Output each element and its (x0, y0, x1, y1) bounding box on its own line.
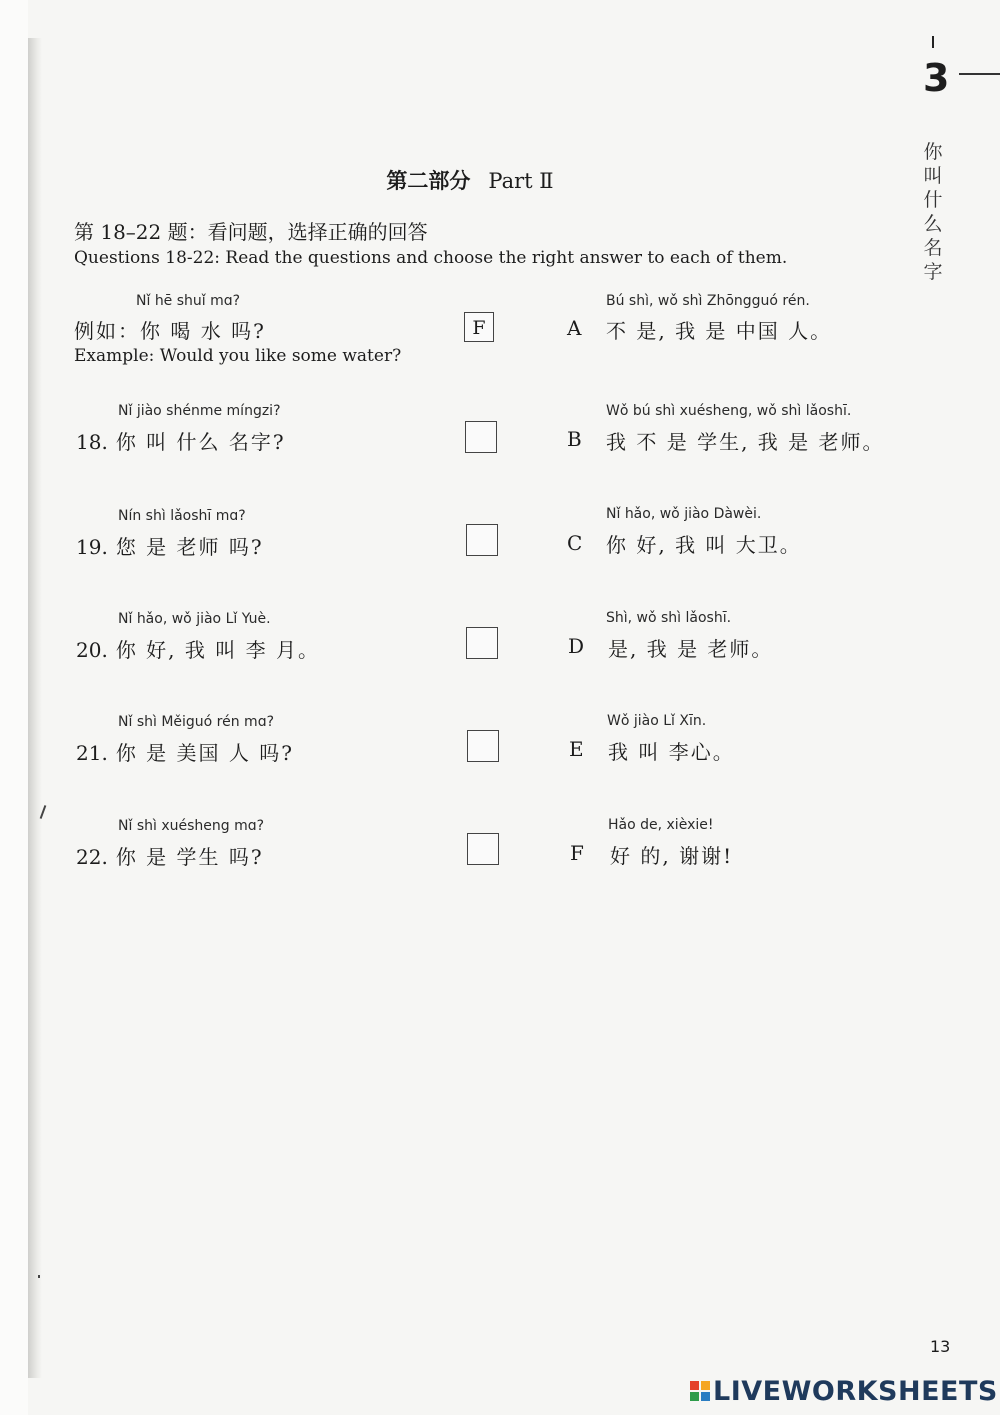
chapter-rule (959, 73, 1000, 75)
question-22-answer-box[interactable] (467, 833, 499, 865)
logo-square-orange (701, 1381, 710, 1390)
question-number: 22. (76, 845, 108, 869)
page-outer-margin (0, 0, 28, 1415)
question-hanzi: 你 好, 我 叫 李 月。 (115, 638, 320, 662)
section-title (0, 165, 940, 195)
question-number: 18. (76, 430, 108, 454)
option-f-letter: F (570, 841, 584, 865)
option-c-letter: C (567, 531, 583, 555)
option-a-letter: A (567, 316, 582, 340)
question-18-pinyin: Nǐ jiào shénme míngzi? (118, 403, 281, 419)
question-19-pinyin: Nín shì lǎoshī mɑ? (118, 508, 246, 524)
chapter-number: 3 (923, 56, 950, 100)
question-21-pinyin: Nǐ shì Měiguó rén mɑ? (118, 714, 275, 730)
example-hanzi: 你 喝 水 吗? (140, 319, 266, 343)
liveworksheets-logo (690, 1374, 998, 1408)
option-c-pinyin: Nǐ hǎo, wǒ jiào Dàwèi. (606, 506, 762, 522)
question-19-answer-box[interactable] (466, 524, 498, 556)
option-f-hanzi: 好 的, 谢谢! (610, 844, 734, 868)
question-hanzi: 您 是 老师 吗? (115, 535, 264, 559)
option-d-hanzi: 是, 我 是 老师。 (608, 637, 774, 661)
question-20-answer-box[interactable] (466, 627, 498, 659)
question-18 (76, 426, 286, 455)
option-b-hanzi: 我 不 是 学生, 我 是 老师。 (606, 430, 885, 454)
question-hanzi: 你 叫 什么 名字? (115, 430, 286, 454)
example-label: 例如： (74, 319, 140, 343)
question-22 (76, 841, 264, 870)
section-title-cn: 第二部分 (386, 168, 471, 193)
option-a-pinyin: Bú shì, wǒ shì Zhōngguó rén. (606, 293, 810, 309)
scan-mark (38, 1275, 40, 1278)
instructions-cn: 第 18–22 题：看问题，选择正确的回答 (74, 220, 428, 244)
option-f-pinyin: Hǎo de, xièxie! (608, 817, 714, 833)
option-e-pinyin: Wǒ jiào Lǐ Xīn. (607, 713, 707, 729)
chapter-title: 你叫什么名字 (923, 141, 943, 283)
option-e-letter: E (569, 737, 584, 761)
question-number: 21. (76, 741, 108, 765)
question-21 (76, 737, 294, 766)
logo-mark-icon (690, 1381, 710, 1401)
page-number: 13 (930, 1337, 951, 1356)
question-21-answer-box[interactable] (467, 730, 499, 762)
question-20 (76, 634, 320, 663)
question-18-answer-box[interactable] (465, 421, 497, 453)
question-hanzi: 你 是 美国 人 吗? (115, 741, 294, 765)
example-pinyin: Nǐ hē shuǐ mɑ? (136, 293, 241, 309)
example-english: Example: Would you like some water? (74, 346, 402, 366)
logo-square-red (690, 1381, 699, 1390)
question-hanzi: 你 是 学生 吗? (115, 845, 264, 869)
section-title-en: Part Ⅱ (488, 169, 554, 193)
instructions-en: Questions 18-22: Read the questions and choose the right answer to each of them. (74, 248, 788, 268)
option-b-pinyin: Wǒ bú shì xuésheng, wǒ shì lǎoshī. (606, 403, 852, 419)
option-d-pinyin: Shì, wǒ shì lǎoshī. (606, 610, 732, 626)
question-number: 20. (76, 638, 108, 662)
logo-square-green (690, 1392, 699, 1401)
question-number: 19. (76, 535, 108, 559)
example-sentence (74, 315, 266, 344)
question-22-pinyin: Nǐ shì xuésheng mɑ? (118, 818, 265, 834)
option-c-hanzi: 你 好, 我 叫 大卫。 (606, 533, 802, 557)
page-binding-shadow (28, 38, 42, 1378)
question-20-pinyin: Nǐ hǎo, wǒ jiào Lǐ Yuè. (118, 611, 271, 627)
question-19 (76, 531, 264, 560)
option-e-hanzi: 我 叫 李心。 (608, 740, 735, 764)
option-a-hanzi: 不 是, 我 是 中国 人。 (606, 319, 833, 343)
example-answer-box: F (464, 312, 494, 342)
option-d-letter: D (568, 634, 585, 658)
logo-square-blue (701, 1392, 710, 1401)
logo-wordmark: LIVEWORKSHEETS (713, 1375, 998, 1407)
chapter-tick (932, 36, 934, 48)
option-b-letter: B (567, 427, 582, 451)
